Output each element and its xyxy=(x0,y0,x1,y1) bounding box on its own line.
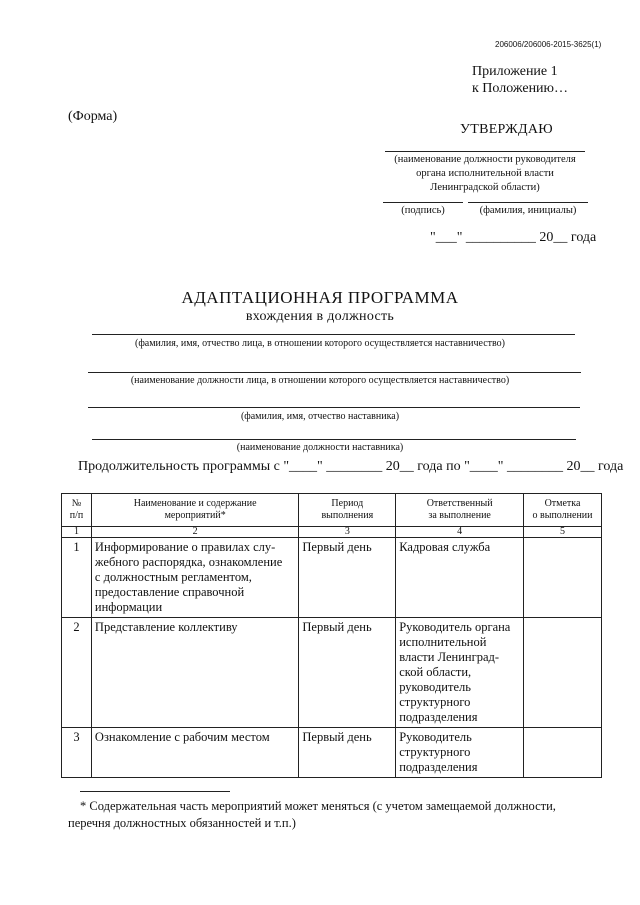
row-period: Первый день xyxy=(299,618,396,728)
document-id: 206006/206006-2015-3625(1) xyxy=(495,40,602,49)
row-activity: Ознакомление с рабочим местом xyxy=(91,728,298,778)
table-row xyxy=(62,618,602,728)
row-num: 1 xyxy=(62,538,92,618)
mentor-name-caption: (фамилия, имя, отчество наставника) xyxy=(240,411,400,422)
approval-date: "___" __________ 20__ года xyxy=(430,230,597,245)
mentor-position-line xyxy=(92,439,576,440)
document-title: АДАПТАЦИОННАЯ ПРОГРАММА xyxy=(181,288,459,307)
form-label: (Форма) xyxy=(68,109,118,124)
adaptation-plan-table xyxy=(61,493,602,778)
mentor-position-caption: (наименование должности наставника) xyxy=(236,442,404,453)
row-responsible: Руководитель структурного подразделения xyxy=(396,728,524,778)
footnote-separator xyxy=(80,791,230,792)
row-responsible: Кадровая служба xyxy=(396,538,524,618)
approve-title: УТВЕРЖДАЮ xyxy=(460,122,553,137)
appendix-line-1: Приложение 1 xyxy=(472,64,558,79)
column-number-row xyxy=(62,527,602,538)
mentor-name-line xyxy=(88,407,580,408)
document-subtitle: вхождения в должность xyxy=(245,309,395,324)
table-row xyxy=(62,538,602,618)
header-responsible: Ответственный за выполнение xyxy=(396,494,524,527)
program-duration: Продолжительность программы с "____" ________ 20__ года по "____" ________ 20__ года xyxy=(78,459,624,474)
row-activity: Представление коллективу xyxy=(91,618,298,728)
approver-position-line xyxy=(385,151,585,152)
table-row xyxy=(62,728,602,778)
approver-position-caption xyxy=(385,153,585,195)
appendix-note xyxy=(472,63,568,97)
column-number: 5 xyxy=(524,527,602,538)
column-number: 3 xyxy=(299,527,396,538)
footnote-line-2: перечня должностных обязанностей и т.п.) xyxy=(68,816,296,830)
caption-line: органа исполнительной власти xyxy=(416,168,554,179)
signature-caption: (подпись) xyxy=(401,205,445,216)
row-mark xyxy=(524,618,602,728)
column-number: 1 xyxy=(62,527,92,538)
footnote-line-1: * Содержательная часть мероприятий может меняться (с учетом замещаемой должности, xyxy=(80,799,556,813)
column-number: 4 xyxy=(396,527,524,538)
appendix-line-2: к Положению… xyxy=(472,81,569,96)
header-name: Наименование и содержание мероприятий* xyxy=(91,494,298,527)
row-activity: Информирование о правилах слу- жебного распорядка, ознакомление с должностным регламентом, предоставление справочной информации xyxy=(91,538,298,618)
row-period: Первый день xyxy=(299,538,396,618)
caption-line: Ленинградской области) xyxy=(430,182,540,193)
row-responsible: Руководитель органа исполнительной власти Ленинград- ской области, руководитель структурного подразделения xyxy=(396,618,524,728)
person-position-line xyxy=(88,372,581,373)
header-period: Период выполнения xyxy=(299,494,396,527)
header-mark: Отметка о выполнении xyxy=(524,494,602,527)
row-mark xyxy=(524,538,602,618)
person-name-caption: (фамилия, имя, отчество лица, в отношении которого осуществляется наставничество) xyxy=(134,338,505,349)
footnote xyxy=(68,798,593,832)
caption-line: (наименование должности руководителя xyxy=(394,154,576,165)
row-num: 3 xyxy=(62,728,92,778)
name-line xyxy=(468,202,588,203)
row-period: Первый день xyxy=(299,728,396,778)
person-name-line xyxy=(92,334,575,335)
header-num: № п/п xyxy=(62,494,92,527)
signature-line xyxy=(383,202,463,203)
column-number: 2 xyxy=(91,527,298,538)
name-caption: (фамилия, инициалы) xyxy=(479,205,577,216)
row-num: 2 xyxy=(62,618,92,728)
table-header-row xyxy=(62,494,602,527)
row-mark xyxy=(524,728,602,778)
person-position-caption: (наименование должности лица, в отношении которого осуществляется наставничество) xyxy=(130,375,510,386)
